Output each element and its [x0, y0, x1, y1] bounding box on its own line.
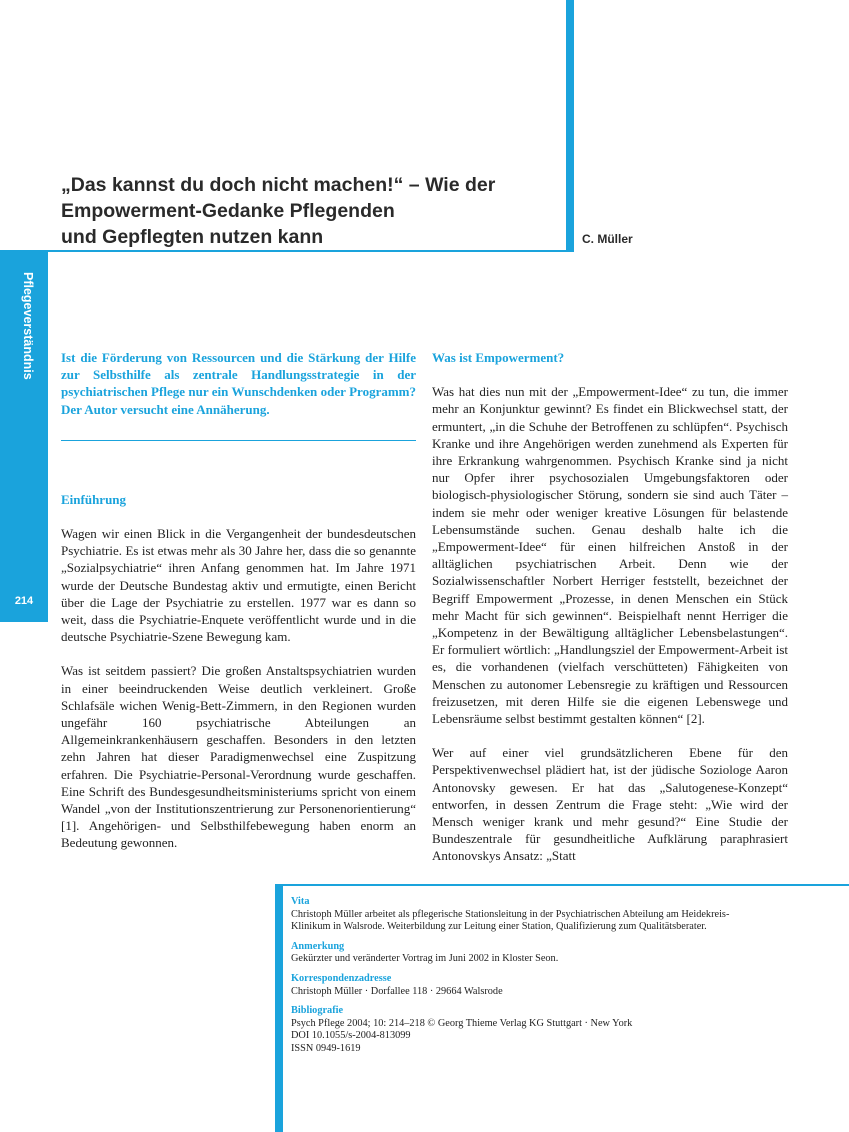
vita-heading: Anmerkung — [291, 940, 345, 952]
vita-text: Psych Pflege 2004; 10: 214–218 © Georg Thieme Verlag KG Stuttgart · New York — [291, 1017, 633, 1029]
vita-heading: Korrespondenzadresse — [291, 972, 392, 984]
left-column — [61, 349, 416, 869]
vita-text: DOI 10.1055/s-2004-813099 — [291, 1030, 411, 1042]
body-paragraph: Was ist seitdem passiert? Die großen Anstaltspsychiatrien wurden in einer beeindruckenden Weise deutlich verkleinert. Große Schlafsäle wichen Wenig-Bett-Zimmern, in den Regionen wurden ungefähr 160 psychiatrische Abteilungen an Allgemeinkrankenhäusern geschaffen. Besonders in den letzten zehn Jahren hat dieser Paradigmenwechsel eine Zuspitzung erfahren. Die Psychiatrie-Personal-Verordnung wurde geschaffen. Eine Schrift des Bundesgesundheitsministeriums spricht von einem Wandel „von der Institutionszentrierung zur Personenorientierung“ [1]. Angehörigen- und Selbsthilfebewegung haben enorm an Bedeutung gewonnen. — [61, 663, 416, 851]
body-paragraph: Was hat dies nun mit der „Empowerment-Idee“ zu tun, die immer mehr an Konjunktur gewinnt? Es findet ein Blickwechsel statt, der ermuntert, „in die Schuhe der Betroffenen zu schlüpfen“. Psychisch Kranke und ihre Angehörigen werden zunehmend als Experten für ihre Erkrankung wahrgenommen. Psychisch Kranke sind ja nicht nur Opfer ihrer psychosozialen Umgebungsfaktoren oder biologisch-physiologischer Störung, sondern sie sind auch Täter – indem sie mehr oder weniger kreative Lösungen für belastende Lebensumstände suchen. Genau deshalb halte ich die „Empowerment-Idee“ für einen hilfreichen Anstoß in der alltäglichen psychiatrischen Arbeit. Denn wie der Sozialwissenschaftler Norbert Herriger feststellt, bezeichnet der Begriff Empowerment „Prozesse, in denen Menschen ein Stück mehr Macht für sich gewinnen“. Beispielhaft nennt Herriger die „Kompetenz in der Bewältigung alltäglicher Lebensbelastungen“. Er formuliert wörtlich: „Handlungsziel der Empowerment-Arbeit ist es, die vorhandenen (vielfach verschütteten) Fähigkeiten von Menschen zu autonomer Lebensregie zu kräftigen und Ressourcen freizusetzen, mit deren Hilfe sie die eigenen Lebenswege und Lebensräume selbst bestimmt gestalten können“ [2]. — [432, 384, 788, 727]
section-heading-einfuehrung: Einführung — [61, 491, 127, 507]
vita-accent-bar — [275, 884, 283, 1132]
vita-box — [275, 884, 849, 1132]
article-title — [61, 172, 551, 250]
vita-heading: Vita — [291, 896, 310, 907]
title-line: „Das kannst du doch nicht machen!“ – Wie der — [61, 174, 496, 196]
vita-heading: Bibliografie — [291, 1005, 344, 1017]
author: C. Müller — [582, 232, 633, 246]
title-line: und Gepflegten nutzen kann — [61, 226, 324, 248]
title-line: Empowerment-Gedanke Pflegenden — [61, 200, 395, 222]
vita-section — [291, 896, 731, 934]
page-number: 214 — [14, 595, 34, 607]
body-paragraph: Wagen wir einen Blick in die Vergangenheit der bundesdeutschen Psychiatrie. Es ist etwas mehr als 30 Jahre her, dass die so genannte „Sozialpsychiatrie“ ihren Anfang genommen hat. Im Jahre 1971 wurde der Deutsche Bundestag aktiv und ermutigte, einen Bericht über die Lage der Psychiatrie zu erstellen. 1977 war es dann so weit, dass die Psychiatrie-Enquete veröffentlicht wurde und in die deutsche Psychiatrie-Szene Bewegung kam. — [61, 526, 416, 645]
vita-section — [291, 973, 731, 998]
right-column — [432, 349, 788, 882]
vita-text: Gekürzter und veränderter Vortrag im Juni 2002 in Kloster Seon. — [291, 953, 559, 965]
vita-top-rule — [275, 884, 849, 886]
body-paragraph: Wer auf einer viel grundsätzlicheren Ebene für den Perspektivenwechsel plädiert hat, ist der jüdische Soziologe Aaron Antonovsky gewesen. Er hat das „Salutogenese-Konzept“ entworfen, in dessen Zentrum die Frage steht: „Wie wird der Mensch weniger krank und mehr gesund?“ Eine Studie der Bundeszentrale für gesundheitliche Aufklärung paraphrasiert Antonovskys Ansatz: „Statt — [432, 745, 788, 864]
title-rule — [0, 250, 574, 252]
vita-section — [291, 1005, 731, 1055]
vita-text: Christoph Müller · Dorfallee 118 · 29664 Walsrode — [291, 985, 503, 997]
accent-bar-vertical — [566, 0, 574, 252]
vita-text: Christoph Müller arbeitet als pflegerische Stationsleitung in der Psychiatrischen Abteilung am Heidekreis-Klinikum in Walsrode. Weiterbildung zur Leitung einer Station, Qualifizierung zum Qualitätsberater. — [291, 908, 730, 933]
vita-section — [291, 941, 731, 966]
section-heading-empowerment: Was ist Empowerment? — [432, 350, 565, 365]
lead-paragraph: Ist die Förderung von Ressourcen und die Stärkung der Hilfe zur Selbsthilfe als zentrale Handlungsstrategie in der psychiatrischen Pflege nur ein Wunschdenken oder Programm? Der Autor versucht eine Annäherung. — [61, 350, 416, 417]
vita-text: ISSN 0949-1619 — [291, 1042, 361, 1054]
section-label: Pflegeverständnis — [21, 272, 35, 380]
lead-divider — [61, 440, 416, 441]
vita-content — [291, 896, 731, 1063]
